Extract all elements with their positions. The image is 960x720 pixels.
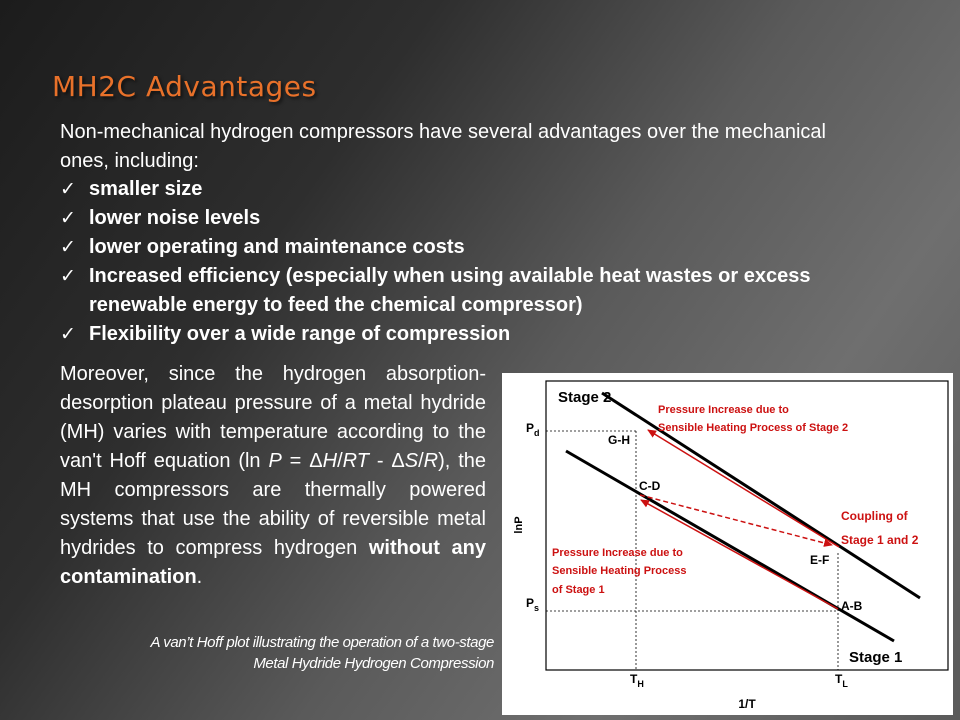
- equation-text: /: [337, 450, 343, 472]
- advantage-label: Increased efficiency (especially when using available heat wastes or excess renewable energy to feed the chemical compressor): [89, 265, 811, 316]
- equation-symbol: H: [322, 450, 338, 472]
- stage2-label: Stage 2: [558, 389, 612, 406]
- equation-symbol: S: [404, 450, 419, 472]
- caption-line: Metal Hydride Hydrogen Compression: [253, 655, 494, 672]
- ps-label: $P_s$: [526, 596, 540, 613]
- stage2-note-line: Pressure Increase due to: [658, 404, 789, 416]
- check-icon: ✓: [60, 266, 76, 287]
- advantage-label: lower operating and maintenance costs: [89, 236, 465, 258]
- stage2-note: [658, 404, 848, 434]
- equation-symbol: R: [342, 450, 357, 472]
- advantage-label: Flexibility over a wide range of compression: [89, 323, 511, 345]
- paragraph-text: .: [196, 566, 203, 588]
- vant-hoff-diagram: [502, 373, 953, 715]
- stage1-label: Stage 1: [849, 649, 903, 666]
- caption-line: A van’t Hoff plot illustrating the operation of a two-stage: [150, 634, 494, 651]
- tl-label: $T_L$: [835, 672, 848, 689]
- point-ab-label: A-B: [841, 599, 863, 613]
- figure-caption: [20, 632, 494, 674]
- equation-text: = Δ: [281, 450, 323, 472]
- diagram-svg: [502, 373, 953, 715]
- th-label: $T_H$: [630, 672, 644, 689]
- equation-symbol: T: [356, 450, 369, 472]
- x-axis-title: 1/T: [738, 697, 756, 711]
- intro-text: Non-mechanical hydrogen compressors have several advantages over the mechanical ones, including:: [60, 121, 826, 172]
- pd-label: $P_d$: [526, 421, 540, 438]
- advantage-label: lower noise levels: [89, 207, 261, 229]
- vant-hoff-paragraph: [60, 360, 486, 592]
- advantage-item: [60, 233, 900, 262]
- check-icon: ✓: [60, 179, 76, 200]
- coupling-note-line: Stage 1 and 2: [841, 533, 919, 547]
- coupling-note-line: Coupling of: [841, 509, 908, 523]
- stage1-note-line: of Stage 1: [552, 584, 605, 596]
- slide-title: MH2C Advantages: [52, 70, 317, 103]
- check-icon: ✓: [60, 237, 76, 258]
- advantages-list: [60, 175, 900, 349]
- equation-text: /: [418, 450, 424, 472]
- equation-symbol: P: [268, 450, 282, 472]
- paragraph-text: ), the MH compressors are thermally powered systems that use the ability of reversible metal hydrides to compress hydrogen: [60, 450, 486, 559]
- equation-text: - Δ: [368, 450, 405, 472]
- coupling-note: [841, 509, 919, 547]
- stage2-heating-arrow: [648, 430, 839, 547]
- equation-symbol: R: [423, 450, 439, 472]
- stage1-note: [552, 547, 687, 596]
- stage2-note-line: Sensible Heating Process of Stage 2: [658, 422, 849, 434]
- point-cd-label: C-D: [639, 479, 661, 493]
- stage1-note-line: Sensible Heating Process: [552, 565, 687, 577]
- check-icon: ✓: [60, 208, 76, 229]
- stage1-note-line: Pressure Increase due to: [552, 547, 683, 559]
- advantage-item: [60, 320, 900, 349]
- advantage-item: [60, 262, 900, 320]
- advantage-label: smaller size: [89, 178, 203, 200]
- check-icon: ✓: [60, 324, 76, 345]
- paragraph-emphasis: without any contamination: [60, 537, 486, 588]
- advantage-item: [60, 204, 900, 233]
- y-axis-title: lnP: [513, 516, 525, 534]
- paragraph-text: Moreover, since the hydrogen absorption-desorption plateau pressure of a metal hydride (MH) varies with temperature according to the van't Hoff equation (ln: [60, 363, 486, 472]
- point-ef-label: E-F: [810, 553, 830, 567]
- advantage-item: [60, 175, 900, 204]
- point-gh-label: G-H: [608, 433, 630, 447]
- coupling-arrow: [640, 495, 832, 545]
